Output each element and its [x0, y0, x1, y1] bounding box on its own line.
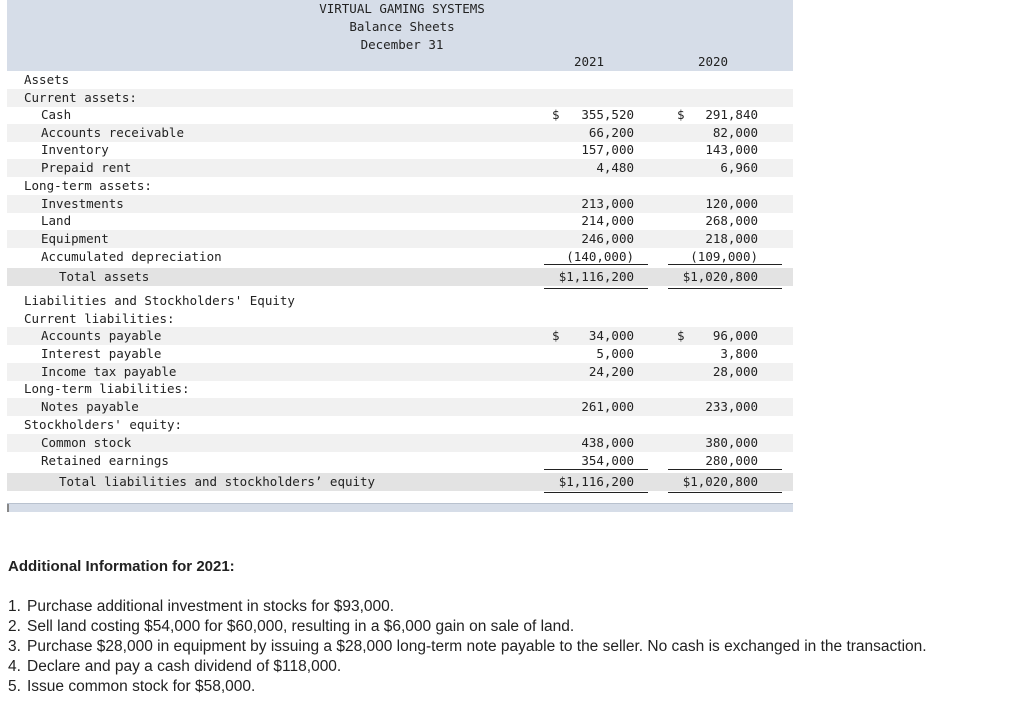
row-label: Interest payable — [41, 346, 162, 361]
row-label: Equipment — [41, 231, 109, 246]
row-label: Long-term assets: — [24, 178, 152, 193]
row-label: Current assets: — [24, 90, 137, 105]
table-row — [7, 416, 793, 434]
total-underline — [544, 492, 648, 493]
amount-2020: $1,020,800 — [682, 474, 758, 489]
amount-2020: 96,000 — [712, 328, 758, 343]
table-row — [7, 106, 793, 124]
table-row — [7, 177, 793, 195]
column-header-2021: 2021 — [573, 54, 605, 69]
amount-2020: 120,000 — [705, 196, 758, 211]
amount-2021: 34,000 — [588, 328, 634, 343]
table-row — [7, 195, 793, 213]
amount-2021: $1,116,200 — [558, 269, 634, 284]
table-row — [7, 71, 793, 89]
row-label: Stockholders' equity: — [24, 417, 183, 432]
amount-2020: 28,000 — [712, 364, 758, 379]
row-label: Long-term liabilities: — [24, 381, 190, 396]
table-row — [7, 327, 793, 345]
sheet-footer-bar — [7, 503, 793, 512]
currency-symbol: $ — [552, 328, 560, 343]
amount-2021: 4,480 — [596, 160, 634, 175]
list-item-number: 1. — [8, 598, 21, 615]
row-label: Liabilities and Stockholders' Equity — [24, 293, 295, 308]
table-row — [7, 159, 793, 177]
amount-2021: (140,000) — [566, 249, 634, 264]
table-row — [7, 473, 793, 491]
amount-2020: 218,000 — [705, 231, 758, 246]
list-item-text: Declare and pay a cash dividend of $118,000. — [27, 658, 342, 675]
company-name: VIRTUAL GAMING SYSTEMS — [319, 1, 485, 16]
amount-2020: 6,960 — [720, 160, 758, 175]
row-label: Retained earnings — [41, 453, 169, 468]
total-underline — [544, 469, 648, 470]
list-item — [8, 657, 1008, 677]
row-label: Prepaid rent — [41, 160, 132, 175]
list-item — [8, 617, 1008, 637]
table-row — [7, 363, 793, 381]
amount-2020: 3,800 — [720, 346, 758, 361]
row-label: Current liabilities: — [24, 311, 175, 326]
list-item-text: Sell land costing $54,000 for $60,000, resulting in a $6,000 gain on sale of land. — [27, 618, 575, 635]
amount-2020: 291,840 — [705, 107, 758, 122]
row-label: Assets — [24, 72, 70, 87]
table-row — [7, 380, 793, 398]
list-item-text: Purchase $28,000 in equipment by issuing a $28,000 long-term note payable to the seller. No cash is exchanged in the transaction. — [27, 638, 927, 655]
list-item-number: 3. — [8, 638, 21, 655]
total-underline — [544, 288, 648, 289]
amount-2021: 438,000 — [581, 435, 634, 450]
amount-2020: $1,020,800 — [682, 269, 758, 284]
amount-2021: 354,000 — [581, 453, 634, 468]
row-label: Common stock — [41, 435, 132, 450]
table-row — [7, 398, 793, 416]
table-row — [7, 141, 793, 159]
amount-2020: 268,000 — [705, 213, 758, 228]
list-item-number: 2. — [8, 618, 21, 635]
amount-2020: 380,000 — [705, 435, 758, 450]
amount-2020: 82,000 — [712, 125, 758, 140]
row-label: Investments — [41, 196, 124, 211]
total-underline — [668, 469, 782, 470]
statement-title: Balance Sheets — [349, 19, 455, 34]
amount-2020: (109,000) — [690, 249, 758, 264]
row-label: Cash — [41, 107, 72, 122]
table-row — [7, 230, 793, 248]
list-item-text: Issue common stock for $58,000. — [27, 678, 256, 695]
amount-2020: 143,000 — [705, 142, 758, 157]
amount-2021: 214,000 — [581, 213, 634, 228]
total-underline — [668, 492, 782, 493]
currency-symbol: $ — [677, 107, 685, 122]
additional-info-list — [8, 597, 1008, 697]
amount-2021: 66,200 — [588, 125, 634, 140]
list-item — [8, 597, 1008, 617]
amount-2021: 24,200 — [588, 364, 634, 379]
table-row — [7, 268, 793, 286]
row-label: Accounts receivable — [41, 125, 184, 140]
table-row — [7, 212, 793, 230]
row-label: Total liabilities and stockholders’ equity — [59, 474, 376, 489]
table-row — [7, 452, 793, 470]
table-row — [7, 345, 793, 363]
row-label: Accumulated depreciation — [41, 249, 222, 264]
row-label: Total assets — [59, 269, 150, 284]
total-underline — [544, 264, 648, 265]
row-label: Inventory — [41, 142, 109, 157]
currency-symbol: $ — [552, 107, 560, 122]
amount-2021: 5,000 — [596, 346, 634, 361]
statement-date: December 31 — [360, 37, 444, 52]
table-row — [7, 89, 793, 107]
total-underline — [668, 288, 782, 289]
list-item-number: 5. — [8, 678, 21, 695]
amount-2021: 157,000 — [581, 142, 634, 157]
sheet-header — [7, 0, 793, 71]
table-row — [7, 310, 793, 328]
list-item-number: 4. — [8, 658, 21, 675]
table-row — [7, 124, 793, 142]
table-row — [7, 434, 793, 452]
table-row — [7, 292, 793, 310]
list-item-text: Purchase additional investment in stocks for $93,000. — [27, 598, 395, 615]
amount-2020: 280,000 — [705, 453, 758, 468]
amount-2021: $1,116,200 — [558, 474, 634, 489]
total-underline — [668, 264, 782, 265]
list-item — [8, 677, 1008, 697]
row-label: Notes payable — [41, 399, 139, 414]
row-label: Accounts payable — [41, 328, 162, 343]
amount-2021: 246,000 — [581, 231, 634, 246]
list-item — [8, 637, 1008, 657]
table-row — [7, 248, 793, 266]
additional-info-title: Additional Information for 2021: — [8, 558, 235, 575]
column-header-2020: 2020 — [697, 54, 729, 69]
amount-2021: 213,000 — [581, 196, 634, 211]
row-label: Income tax payable — [41, 364, 177, 379]
amount-2021: 355,520 — [581, 107, 634, 122]
row-label: Land — [41, 213, 72, 228]
currency-symbol: $ — [677, 328, 685, 343]
amount-2020: 233,000 — [705, 399, 758, 414]
amount-2021: 261,000 — [581, 399, 634, 414]
